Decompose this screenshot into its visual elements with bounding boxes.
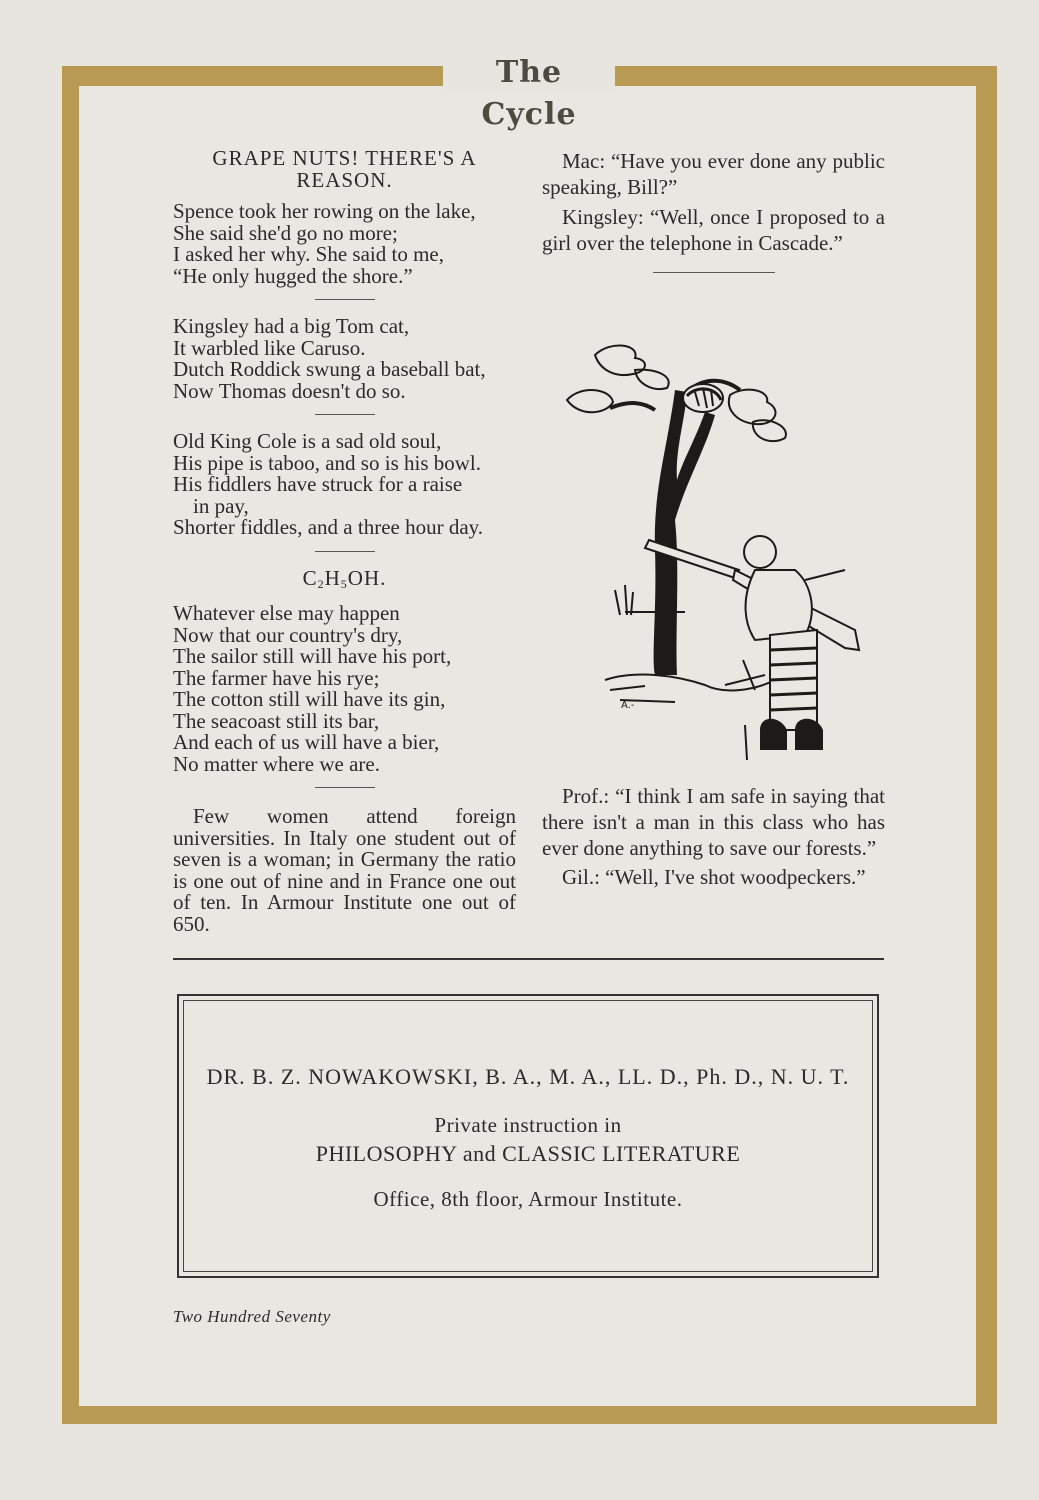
verse-line: in pay, — [193, 493, 249, 518]
right-column — [542, 148, 885, 273]
verse-line: No matter where we are. — [173, 751, 380, 776]
verse-line: “He only hugged the shore.” — [173, 263, 413, 288]
verse-line: It warbled like Caruso. — [173, 335, 366, 360]
poem-dry-country — [173, 603, 516, 775]
ad-name-line: DR. B. Z. NOWAKOWSKI, B. A., M. A., LL. D., Ph. D., N. U. T. — [206, 1064, 850, 1089]
mac-joke-answer: Kingsley: “Well, once I proposed to a girl over the telephone in Cascade.” — [542, 205, 885, 255]
poem-king-cole — [173, 431, 516, 539]
ad-office-line: Office, 8th floor, Armour Institute. — [373, 1187, 683, 1211]
verse-line: Whatever else may happen — [173, 601, 400, 625]
verse-line: She said she'd go no more; — [173, 220, 398, 245]
page-number: Two Hundred Seventy — [173, 1307, 331, 1326]
women-universities-paragraph: Few women attend foreign universities. In Italy one student out of seven is a woman; in Germany the ratio is one out of nine and in France one out of ten. In Armour Institute one out of 650. — [173, 804, 516, 936]
verse-line: The seacoast still its bar, — [173, 708, 380, 733]
ad-instruction-line: Private instruction in — [434, 1113, 622, 1137]
verse-line: Shorter fiddles, and a three hour day. — [173, 515, 484, 539]
mac-joke-question: Mac: “Have you ever done any public speaking, Bill?” — [542, 149, 885, 199]
section-divider — [315, 299, 375, 300]
verse-line: The sailor still will have his port, — [173, 644, 452, 668]
section-divider — [315, 787, 375, 788]
page-divider — [173, 958, 884, 960]
poem-title-continued: REASON. — [296, 167, 393, 192]
ad-subjects-line: PHILOSOPHY and CLASSIC LITERATURE — [315, 1141, 741, 1166]
verse-line: Now Thomas doesn't do so. — [173, 378, 406, 403]
poem-tom-cat — [173, 316, 516, 402]
verse-line: The cotton still will have its gin, — [173, 687, 446, 711]
gil-joke-answer: Gil.: “Well, I've shot woodpeckers.” — [562, 865, 866, 889]
cartoon-signature: A.- — [621, 700, 635, 711]
advertisement-box — [177, 994, 879, 1278]
poem-title-formula: $C_2H_5OH$. — [302, 565, 387, 591]
left-column — [173, 148, 516, 935]
verse-line: I asked her why. She said to me, — [173, 242, 444, 266]
verse-line: Old King Cole is a sad old soul, — [173, 429, 442, 453]
verse-line: Now that our country's dry, — [173, 622, 403, 647]
verse-line: The farmer have his rye; — [173, 665, 380, 690]
section-divider — [315, 414, 375, 415]
verse-line: Dutch Roddick swung a baseball bat, — [173, 357, 486, 381]
right-column-lower — [542, 783, 885, 890]
page-header-title: The Cycle — [481, 55, 577, 132]
verse-line: His pipe is taboo, and so is his bowl. — [173, 450, 481, 475]
verse-line: Spence took her rowing on the lake, — [173, 199, 476, 223]
poem-grape-nuts — [173, 201, 516, 287]
prof-joke-question: Prof.: “I think I am safe in saying that there isn't a man in this class who has ever done anything to save our forests.” — [542, 784, 885, 860]
section-divider — [653, 272, 775, 273]
poem-title: GRAPE NUTS! THERE'S A — [212, 146, 477, 170]
hunter-tree-cartoon — [555, 330, 875, 775]
verse-line: And each of us will have a bier, — [173, 730, 440, 754]
verse-line: His fiddlers have struck for a raise — [173, 472, 463, 496]
section-divider — [315, 551, 375, 552]
verse-line: Kingsley had a big Tom cat, — [173, 314, 410, 338]
